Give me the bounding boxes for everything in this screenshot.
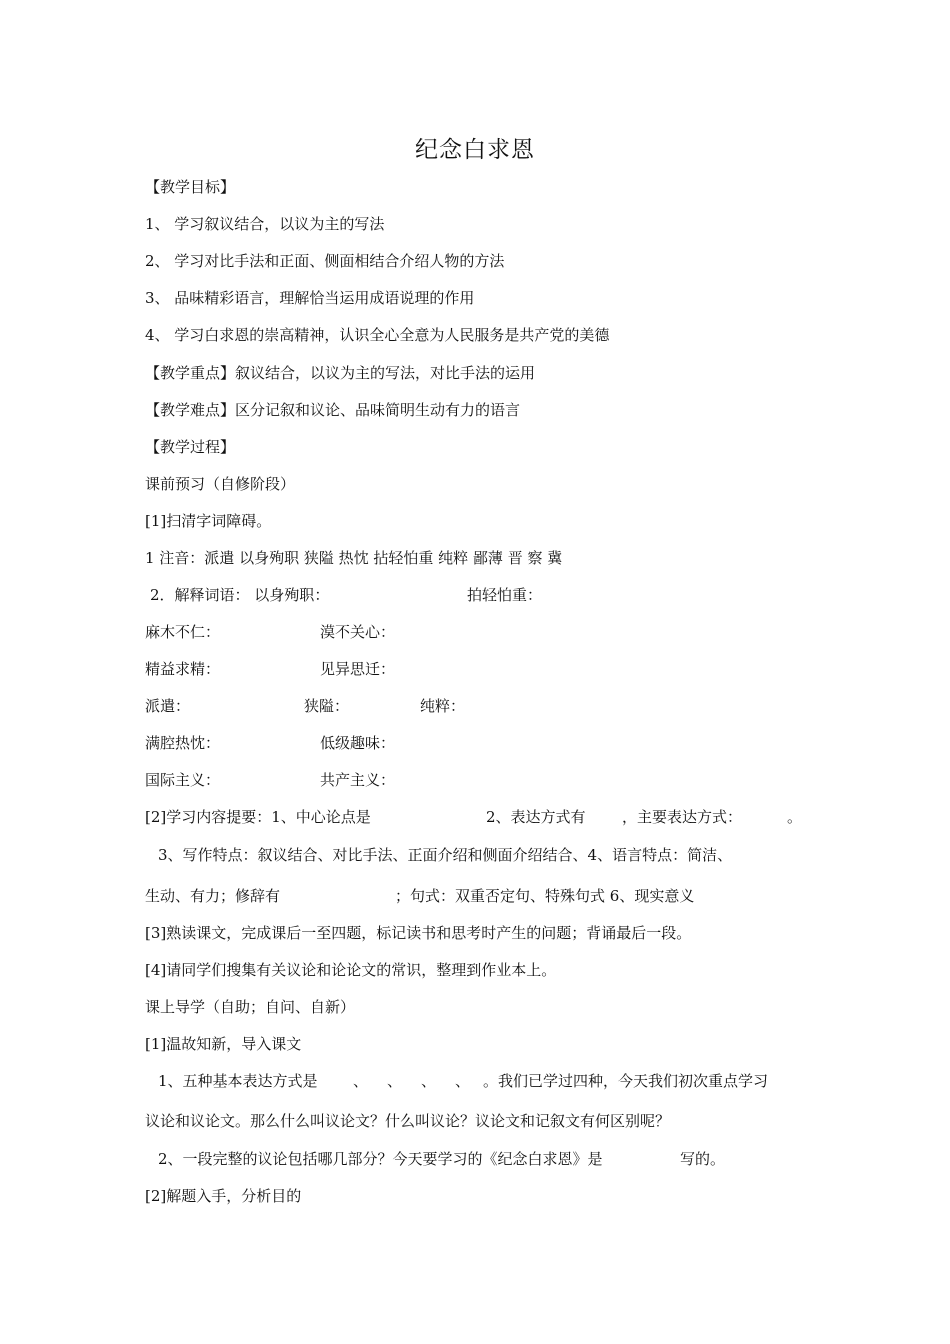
- vocab-term: 派遣：: [145, 697, 191, 715]
- question-text: 、: [421, 1072, 437, 1090]
- question-text: 、: [455, 1072, 471, 1090]
- step-2-text: 2、表达方式有: [486, 808, 586, 826]
- question-text: 。我们已学过四种，今天我们初次重点学习: [483, 1072, 769, 1090]
- class-step-1: [1]温故知新，导入课文: [145, 1035, 302, 1053]
- step-2-text: 生动、有力；修辞有: [145, 887, 281, 905]
- pinyin-line: 1 注音：派遣 以身殉职 狭隘 热忱 拈轻怕重 纯粹 鄙薄 晋 察 冀: [145, 549, 563, 567]
- vocab-term: 麻木不仁：: [145, 623, 221, 641]
- vocab-term: 国际主义：: [145, 771, 221, 789]
- objective-3: 3、 品味精彩语言，理解恰当运用成语说理的作用: [145, 289, 475, 307]
- step-4: [4]请同学们搜集有关议论和论论文的常识，整理到作业本上。: [145, 961, 557, 979]
- preview-heading: 课前预习（自修阶段）: [145, 475, 296, 493]
- objective-1: 1、 学习叙议结合，以议为主的写法: [145, 215, 385, 233]
- difficulties: 【教学难点】区分记叙和议论、品味简明生动有力的语言: [145, 401, 521, 419]
- question-text: 、: [387, 1072, 403, 1090]
- vocab-term: 漠不关心：: [320, 623, 396, 641]
- key-points: 【教学重点】叙议结合，以议为主的写法，对比手法的运用: [145, 364, 536, 382]
- question-text: 2、一段完整的议论包括哪几部分？今天要学习的《纪念白求恩》是: [158, 1150, 603, 1168]
- objectives-heading: 【教学目标】: [145, 178, 236, 196]
- vocab-term: 狭隘：: [304, 697, 350, 715]
- step-3: [3]熟读课文，完成课后一至四题，标记读书和思考时产生的问题；背诵最后一段。: [145, 924, 692, 942]
- vocab-term: 纯粹：: [420, 697, 466, 715]
- document-title: 纪念白求恩: [415, 137, 535, 163]
- step-2-text: ，主要表达方式：: [622, 808, 743, 826]
- step-1: [1]扫清字词障碍。: [145, 512, 272, 530]
- step-2-text: 。: [787, 808, 803, 826]
- question-text: 1、五种基本表达方式是: [158, 1072, 318, 1090]
- question-text: 、: [353, 1072, 369, 1090]
- vocab-term: 见异思迁：: [320, 660, 396, 678]
- explain-term-2: 拍轻怕重：: [467, 586, 543, 604]
- step-2-text: ；句式：双重否定句、特殊句式 6、现实意义: [395, 887, 695, 905]
- vocab-term: 共产主义：: [320, 771, 396, 789]
- vocab-term: 低级趣味：: [320, 734, 396, 752]
- question-text: 写的。: [680, 1150, 726, 1168]
- vocab-term: 满腔热忱：: [145, 734, 221, 752]
- step-2-line-2: 3、写作特点：叙议结合、对比手法、正面介绍和侧面介绍结合、4、语言特点：简洁、: [158, 846, 733, 864]
- vocab-term: 精益求精：: [145, 660, 221, 678]
- explain-label: 2．解释词语： 以身殉职：: [150, 586, 330, 604]
- objective-4: 4、 学习白求恩的崇高精神，认识全心全意为人民服务是共产党的美德: [145, 326, 610, 344]
- question-1-line-2: 议论和议论文。那么什么叫议论文？什么叫议论？议论文和记叙文有何区别呢？: [145, 1112, 671, 1130]
- step-2-text: [2]学习内容提要：1、中心论点是: [145, 808, 371, 826]
- process-heading: 【教学过程】: [145, 438, 236, 456]
- class-step-2: [2]解题入手，分析目的: [145, 1187, 302, 1205]
- objective-2: 2、 学习对比手法和正面、侧面相结合介绍人物的方法: [145, 252, 505, 270]
- class-heading: 课上导学（自助；自问、自新）: [145, 998, 356, 1016]
